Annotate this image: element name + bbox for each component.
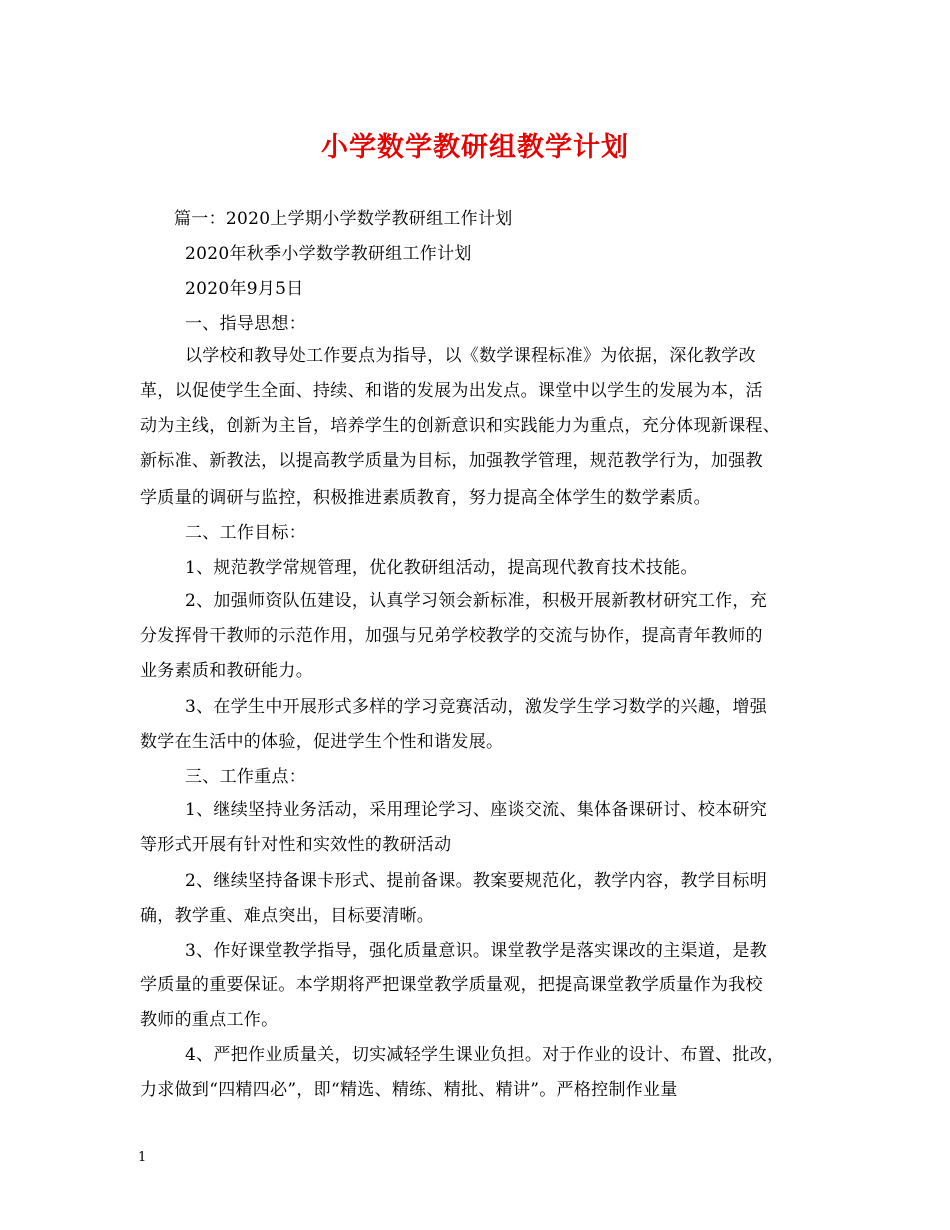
text-line: 3、作好课堂教学指导，强化质量意识。课堂教学是落实课改的主渠道，是教 [185, 941, 768, 961]
text-line: 2020年秋季小学数学教研组工作计划 [185, 244, 472, 264]
text-line: 2、继续坚持备课卡形式、提前备课。教案要规范化，教学内容，教学目标明 [185, 871, 768, 891]
text-line: 学质量的重要保证。本学期将严把课堂教学质量观，把提高课堂教学质量作为我校 [140, 975, 763, 995]
text-line: 数学在生活中的体验，促进学生个性和谐发展。 [140, 732, 504, 752]
text-line: 1、继续坚持业务活动，采用理论学习、座谈交流、集体备课研讨、校本研究 [185, 800, 768, 820]
text-line: 新标准、新教法，以提高教学质量为目标，加强教学管理，规范教学行为，加强教 [140, 451, 763, 471]
text-line: 篇一：2020上学期小学数学教研组工作计划 [174, 209, 513, 229]
section-heading: 二、工作目标： [185, 523, 307, 543]
text-line: 以学校和教导处工作要点为指导，以《数学课程标准》为依据，深化教学改 [185, 346, 756, 366]
text-line: 分发挥骨干教师的示范作用，加强与兄弟学校教学的交流与协作，提高青年教师的 [140, 626, 763, 646]
text-line: 动为主线，创新为主旨，培养学生的创新意识和实践能力为重点，充分体现新课程、 [140, 416, 781, 436]
document-title: 小学数学教研组教学计划 [321, 132, 629, 163]
text-line: 力求做到“四精四必”，即“精选、精练、精批、精讲”。严格控制作业量 [140, 1080, 678, 1100]
text-line: 革，以促使学生全面、持续、和谐的发展为出发点。课堂中以学生的发展为本，活 [140, 381, 763, 401]
page-number: 1 [138, 1150, 147, 1165]
text-line: 1、规范教学常规管理，优化教研组活动，提高现代教育技术技能。 [185, 558, 698, 578]
text-line: 3、在学生中开展形式多样的学习竞赛活动，激发学生学习数学的兴趣，增强 [185, 697, 768, 717]
text-line: 确，教学重、难点突出，目标要清晰。 [140, 906, 435, 926]
text-line: 教师的重点工作。 [140, 1010, 279, 1030]
text-line: 学质量的调研与监控，积极推进素质教育，努力提高全体学生的数学素质。 [140, 488, 711, 508]
section-heading: 三、工作重点： [185, 767, 307, 787]
text-line: 4、严把作业质量关，切实减轻学生课业负担。对于作业的设计、布置、批改， [185, 1045, 785, 1065]
text-line: 2、加强师资队伍建设，认真学习领会新标准，积极开展新教材研究工作，充 [185, 591, 768, 611]
text-line: 业务素质和教研能力。 [140, 661, 313, 681]
section-heading: 一、指导思想： [185, 314, 307, 334]
text-line: 等形式开展有针对性和实效性的教研活动 [140, 835, 452, 855]
text-line: 2020年9月5日 [185, 279, 304, 299]
